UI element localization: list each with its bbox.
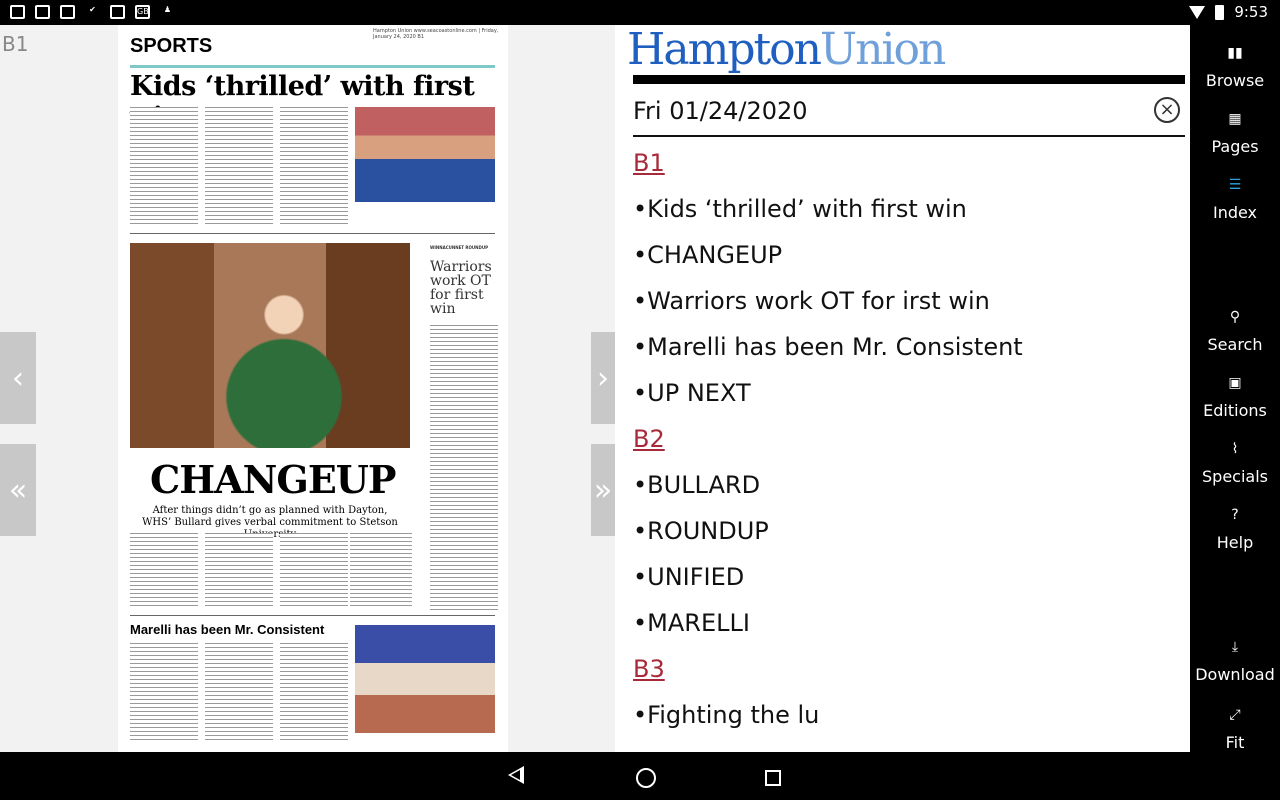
- nav-label: Fit: [1225, 733, 1245, 752]
- index-list: [633, 140, 1185, 738]
- news-icon: [60, 5, 75, 19]
- nav-index[interactable]: [1190, 175, 1280, 222]
- person-icon: ♟: [163, 5, 172, 14]
- notification-icons: [10, 5, 175, 19]
- download-icon: ⤓: [1231, 639, 1239, 655]
- article-text: [130, 533, 198, 608]
- date-divider: [633, 135, 1185, 137]
- nav-editions[interactable]: [1190, 373, 1280, 420]
- calendar-icon: ▣: [1228, 375, 1242, 391]
- status-bar: [0, 0, 1280, 25]
- nav-specials[interactable]: [1190, 439, 1280, 486]
- home-button[interactable]: [636, 768, 656, 788]
- basketball-photo: [355, 625, 495, 733]
- prev-page-button[interactable]: ‹: [0, 332, 36, 424]
- index-article-link[interactable]: •Warriors work OT for irst win: [633, 287, 990, 315]
- nav-search[interactable]: [1190, 307, 1280, 354]
- nav-label: Browse: [1205, 71, 1265, 90]
- nav-download[interactable]: [1190, 637, 1280, 684]
- nav-fit[interactable]: [1190, 705, 1280, 752]
- mail-icon: [35, 5, 50, 19]
- book-icon: ▮▮: [1227, 45, 1243, 61]
- last-page-button[interactable]: »: [591, 444, 615, 536]
- calendar-icon: [110, 5, 125, 19]
- nav-label: Index: [1212, 203, 1258, 222]
- wifi-icon: [1189, 6, 1205, 19]
- nav-label: Help: [1216, 533, 1254, 552]
- index-article-link[interactable]: •UNIFIED: [633, 563, 745, 591]
- divider: [130, 233, 495, 234]
- grid-icon: ▦: [1228, 111, 1242, 127]
- search-icon: ⚲: [1229, 309, 1241, 325]
- article-text: [130, 643, 198, 743]
- article-text: [430, 325, 498, 610]
- article-headline[interactable]: CHANGEUP: [150, 457, 396, 502]
- article-text: [280, 107, 348, 227]
- sidebar-headline[interactable]: Warriors work OT for first win: [430, 259, 492, 317]
- index-article-link[interactable]: •BULLARD: [633, 471, 761, 499]
- publication-logo: HamptonUnion: [627, 25, 945, 75]
- check-icon: ✔: [89, 5, 96, 14]
- battery-icon: [1215, 5, 1224, 20]
- recents-button[interactable]: [765, 770, 781, 786]
- nav-label: Download: [1195, 665, 1275, 684]
- edition-date: Fri 01/24/2020: [633, 97, 808, 125]
- article-text: [205, 643, 273, 743]
- article-text: [280, 533, 348, 608]
- index-article-link[interactable]: •Kids ‘thrilled’ with first win: [633, 195, 967, 223]
- basketball-photo: [355, 107, 495, 202]
- page-label: B1: [2, 32, 29, 56]
- index-panel[interactable]: [615, 25, 1190, 752]
- next-page-button[interactable]: ›: [591, 332, 615, 424]
- index-section-link[interactable]: B1: [633, 149, 665, 177]
- divider: [130, 615, 495, 616]
- section-rule: [130, 65, 495, 68]
- index-article-link[interactable]: •ROUNDUP: [633, 517, 769, 545]
- list-icon: ☰: [1228, 177, 1242, 193]
- article-headline[interactable]: Kids ‘thrilled’ with first: [130, 71, 475, 102]
- article-text: [350, 533, 412, 608]
- close-icon[interactable]: ×: [1154, 97, 1180, 123]
- index-article-link[interactable]: •MARELLI: [633, 609, 750, 637]
- clock: 9:53: [1234, 3, 1268, 21]
- help-icon: ?: [1231, 507, 1239, 523]
- index-section-link[interactable]: B2: [633, 425, 665, 453]
- nav-label: Pages: [1211, 137, 1259, 156]
- nav-browse[interactable]: [1190, 43, 1280, 90]
- article-deck: After things didn’t go as planned with Dayton, WHS’ Bullard gives verbal commitment to Stetson: [142, 505, 398, 528]
- android-nav-bar: [0, 752, 1280, 800]
- page-masthead: Hampton Union www.seacoastonline.com | Friday, January 24, 2020 B1: [373, 28, 499, 40]
- article-text: [280, 643, 348, 743]
- index-article-link[interactable]: •Marelli has been Mr. Consistent: [633, 333, 1023, 361]
- article-text: [205, 107, 273, 227]
- nav-pages[interactable]: [1190, 109, 1280, 156]
- section-header: SPORTS: [130, 35, 213, 57]
- back-button[interactable]: [508, 766, 524, 784]
- player-photo: [130, 243, 410, 448]
- paperclip-icon: ⌇: [1231, 441, 1239, 457]
- page-viewer[interactable]: [0, 25, 615, 752]
- index-article-link[interactable]: •CHANGEUP: [633, 241, 783, 269]
- image-icon: [10, 5, 25, 19]
- index-article-link[interactable]: •UP NEXT: [633, 379, 751, 407]
- index-section-link[interactable]: B3: [633, 655, 665, 683]
- nav-label: Editions: [1203, 401, 1267, 420]
- article-text: [130, 107, 198, 227]
- nav-label: Search: [1207, 335, 1263, 354]
- article-text: [205, 533, 273, 608]
- gb-icon: GB: [135, 5, 150, 19]
- right-nav: [1190, 25, 1280, 752]
- sidebar-kicker: WINNACUNNET ROUNDUP: [430, 245, 488, 250]
- newspaper-page[interactable]: [118, 25, 508, 752]
- fit-icon: ⤢: [1229, 707, 1241, 723]
- article-headline[interactable]: Marelli has been Mr. Consistent: [130, 622, 325, 637]
- first-page-button[interactable]: «: [0, 444, 36, 536]
- index-article-link[interactable]: •Fighting the lu: [633, 701, 820, 729]
- nav-help[interactable]: [1190, 505, 1280, 552]
- nav-label: Specials: [1202, 467, 1268, 486]
- header-bar: [633, 75, 1185, 84]
